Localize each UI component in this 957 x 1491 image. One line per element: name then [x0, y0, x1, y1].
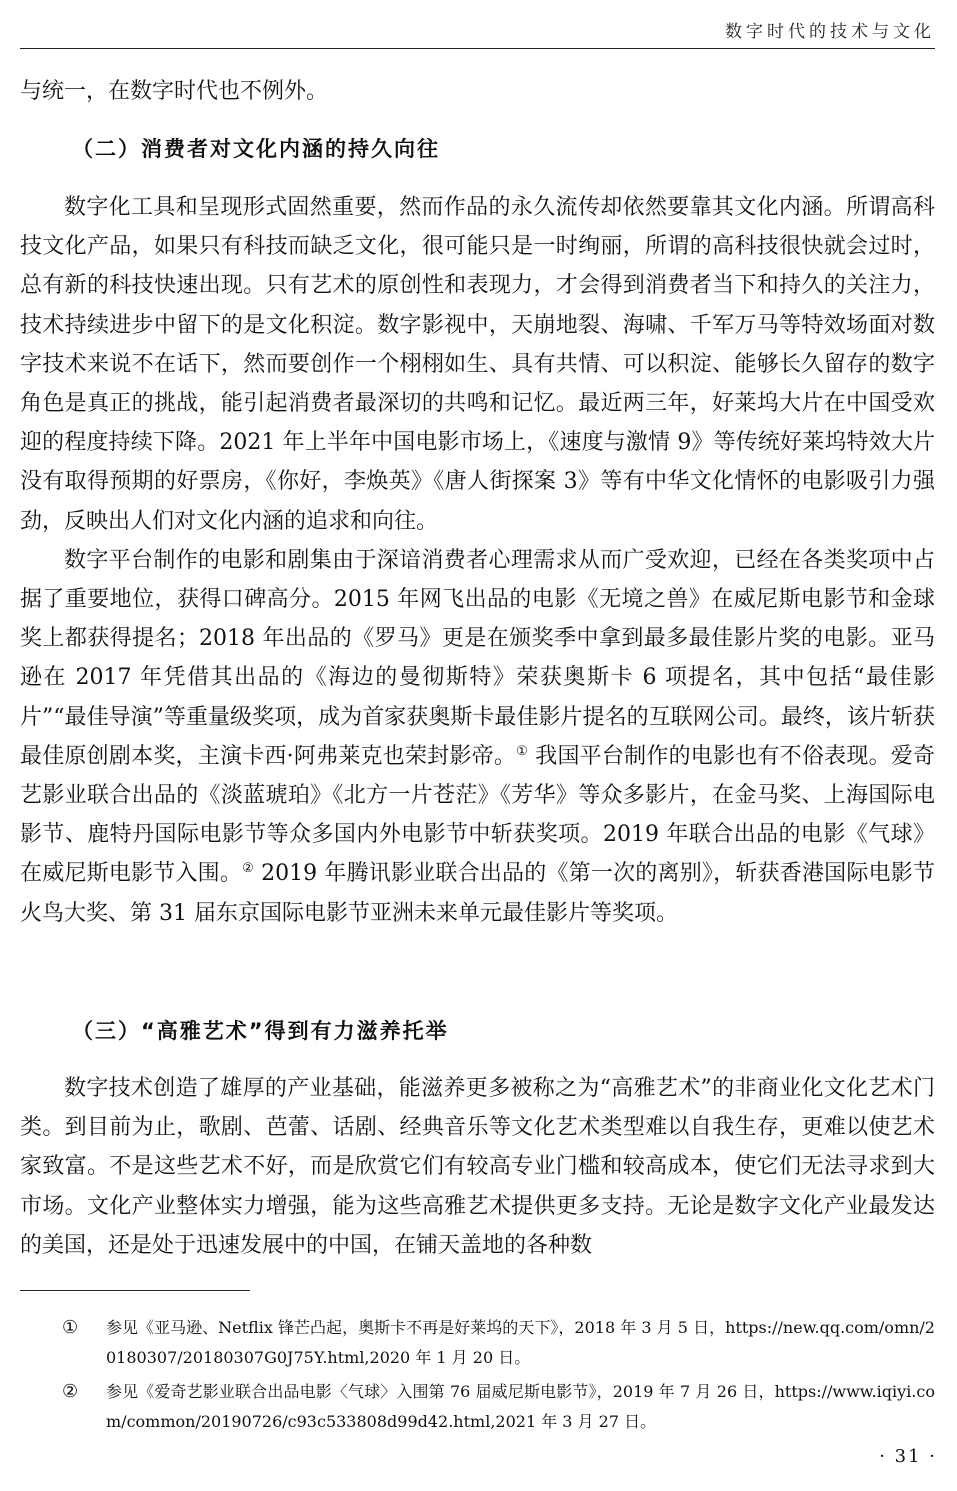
- continuation-text: 与统一，在数字时代也不例外。: [20, 79, 329, 104]
- section-3-body: [20, 1069, 935, 1265]
- footnote-text: 参见《爱奇艺影业联合出品电影〈气球〉入围第 76 届威尼斯电影节》，2019 年 7 月 26 日，https://www.iqiyi.com/common/20190726/c93c533808d99d42.html,2021 年 3 月 27 日。: [106, 1382, 935, 1431]
- section-heading-3: （三）“高雅艺术”得到有力滋养托举: [72, 1019, 449, 1043]
- footnote-text: 参见《亚马逊、Netflix 锋芒凸起，奥斯卡不再是好莱坞的天下》，2018 年 3 月 5 日，https://new.qq.com/omn/20180307/20180307G0J75Y.html,2020 年 1 月 20 日。: [106, 1318, 935, 1367]
- footnote-ref-1[interactable]: ①: [516, 743, 529, 759]
- paragraph-text: 数字平台制作的电影和剧集由于深谙消费者心理需求从而广受欢迎，已经在各类奖项中占据了重要地位，获得口碑高分。2015 年网飞出品的电影《无境之兽》在威尼斯电影节和金球奖上都获得提名；2018 年出品的《罗马》更是在颁奖季中拿到最多最佳影片奖的电影。亚马逊在 2017 年凭借其出品的《海边的曼彻斯特》荣获奥斯卡 6 项提名，其中包括“最佳影片”“最佳导演”等重量级奖项，成为首家获奥斯卡最佳影片提名的互联网公司。最终，该片斩获最佳原创剧本奖，主演卡西·阿弗莱克也荣封影帝。: [20, 547, 935, 769]
- footnote-2: [62, 1377, 935, 1437]
- footnote-mark: ①: [62, 1317, 79, 1338]
- paragraph-high-art: 数字技术创造了雄厚的产业基础，能滋养更多被称之为“高雅艺术”的非商业化文化艺术门类。到目前为止，歌剧、芭蕾、话剧、经典音乐等文化艺术类型难以自我生存，更难以使艺术家致富。不是这些艺术不好，而是欣赏它们有较高专业门槛和较高成本，使它们无法寻求到大市场。文化产业整体实力增强，能为这些高雅艺术提供更多支持。无论是数字文化产业最发达的美国，还是处于迅速发展中的中国，在铺天盖地的各种数: [20, 1076, 935, 1258]
- section-heading-2: （二）消费者对文化内涵的持久向往: [72, 137, 440, 161]
- page-number: · 31 ·: [879, 1446, 937, 1467]
- paragraph-cultural-connotation: 数字化工具和呈现形式固然重要，然而作品的永久流传却依然要靠其文化内涵。所谓高科技文化产品，如果只有科技而缺乏文化，很可能只是一时绚丽，所谓的高科技很快就会过时，总有新的科技快速出现。只有艺术的原创性和表现力，才会得到消费者当下和持久的关注力，技术持续进步中留下的是文化积淀。数字影视中，天崩地裂、海啸、千军万马等特效场面对数字技术来说不在话下，然而要创作一个栩栩如生、具有共情、可以积淀、能够长久留存的数字角色是真正的挑战，能引起消费者最深切的共鸣和记忆。最近两三年，好莱坞大片在中国受欢迎的程度持续下降。2021 年上半年中国电影市场上，《速度与激情 9》等传统好莱坞特效大片没有取得预期的好票房，《你好，李焕英》《唐人街探案 3》等有中华文化情怀的电影吸引力强劲，反映出人们对文化内涵的追求和向往。: [20, 195, 935, 534]
- paragraph-text: 我国平台制作的电影也有不俗表现。爱奇艺影业联合出品的《淡蓝琥珀》《北方一片苍茫》《芳华》等众多影片，在金马奖、上海国际电影节、鹿特丹国际电影节等众多国内外电影节中斩获奖项。2019 年联合出品的电影《气球》在威尼斯电影节入围。: [20, 743, 936, 887]
- footnote-divider: [20, 1290, 250, 1291]
- running-header: [20, 18, 935, 49]
- footnote-ref-2[interactable]: ②: [242, 861, 254, 877]
- section-2-body: [20, 188, 935, 933]
- running-title: 数字时代的技术与文化: [725, 22, 935, 42]
- paragraph-text: 2019 年腾讯影业联合出品的《第一次的离别》，斩获香港国际电影节火鸟大奖、第 31 届东京国际电影节亚洲未来单元最佳影片等奖项。: [20, 861, 935, 926]
- footnotes: [62, 1313, 935, 1441]
- paragraph-digital-platforms: [20, 541, 935, 933]
- footnote-1: [62, 1313, 935, 1373]
- footnote-mark: ②: [62, 1381, 79, 1402]
